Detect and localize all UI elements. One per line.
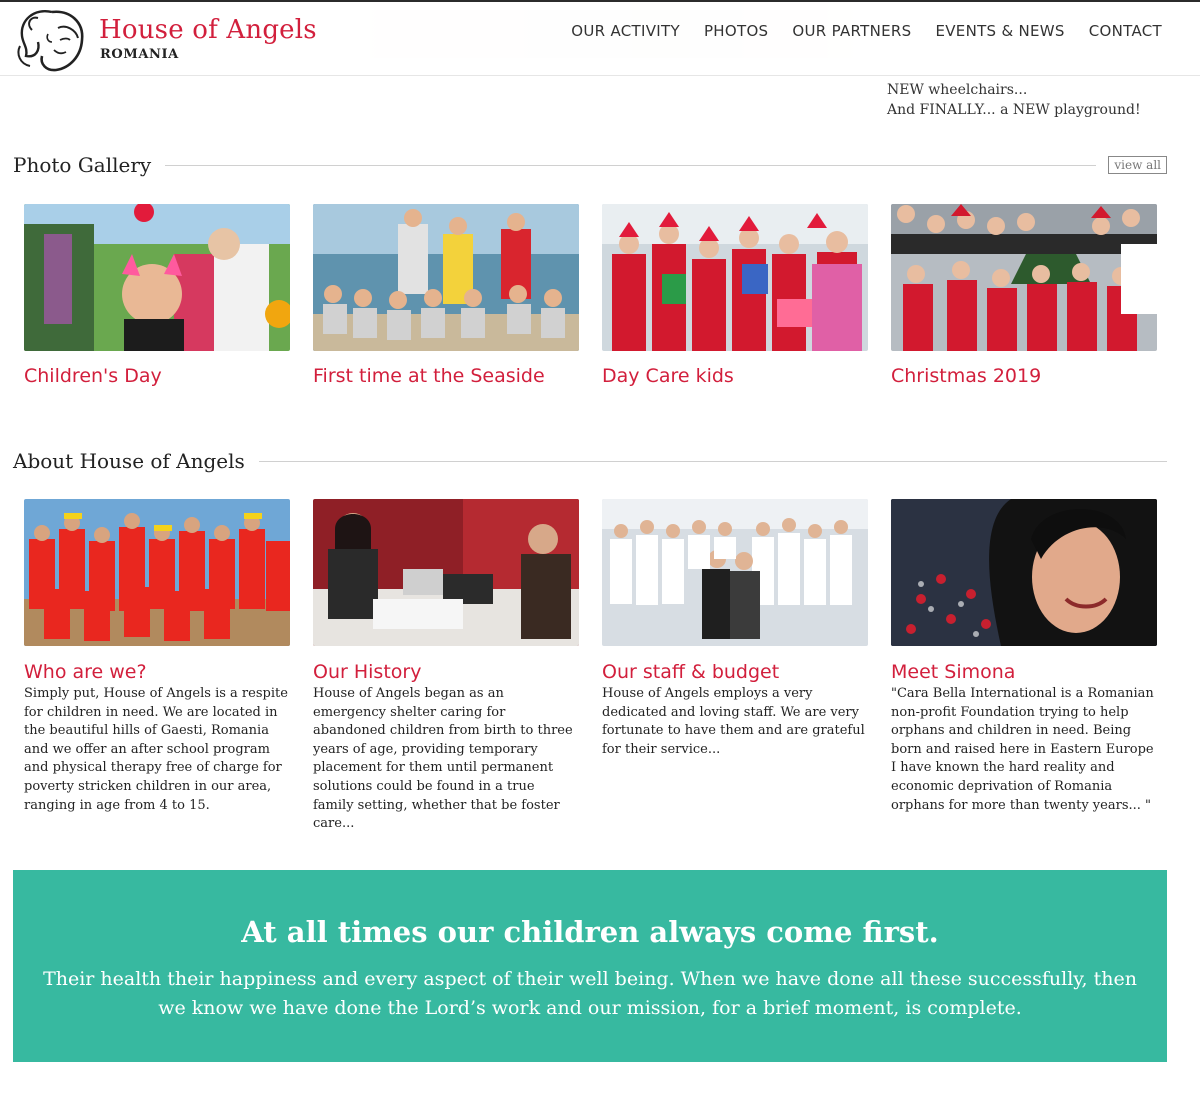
main-nav: [571, 22, 1162, 40]
about-photo-our-history[interactable]: [313, 499, 579, 646]
about-photo-our-staff[interactable]: [602, 499, 868, 646]
gallery-card: [891, 204, 1157, 387]
nav-contact[interactable]: CONTACT: [1088, 22, 1162, 40]
about-title[interactable]: Our History: [313, 661, 422, 683]
about-text: House of Angels employs a very dedicated and loving staff. We are very fortunate to have them and are grateful for their service...: [602, 686, 865, 757]
gallery-card: [24, 204, 290, 387]
divider: [165, 165, 1096, 166]
about-card: [602, 499, 868, 834]
mission-banner: [13, 870, 1167, 1062]
about-card: [24, 499, 290, 834]
about-grid: [24, 499, 1157, 834]
site-title[interactable]: House of Angels: [99, 15, 317, 45]
gallery-title[interactable]: Children's Day: [24, 365, 162, 387]
banner-body: Their health their happiness and every aspect of their well being. When we have done all these successfully, then we know we have done the Lord’s work and our mission, for a brief moment, is complete.: [43, 968, 1137, 1019]
about-title[interactable]: Meet Simona: [891, 661, 1016, 683]
about-heading: About House of Angels: [13, 449, 245, 473]
gallery-card: [602, 204, 868, 387]
gallery-title[interactable]: Christmas 2019: [891, 365, 1042, 387]
view-all-button[interactable]: view all: [1108, 156, 1167, 174]
gallery-heading: Photo Gallery: [13, 153, 152, 177]
site-subtitle: ROMANIA: [100, 47, 179, 62]
about-title[interactable]: Our staff & budget: [602, 661, 780, 683]
about-photo-who-are-we[interactable]: [24, 499, 290, 646]
nav-photos[interactable]: PHOTOS: [703, 22, 769, 40]
nav-our-activity[interactable]: OUR ACTIVITY: [571, 22, 680, 40]
nav-events-news[interactable]: EVENTS & NEWS: [935, 22, 1065, 40]
banner-headline: At all times our children always come first.: [241, 915, 939, 949]
about-title[interactable]: Who are we?: [24, 661, 147, 683]
about-card: [313, 499, 579, 834]
news-line: And FINALLY... a NEW playground!: [887, 102, 1141, 118]
gallery-card: [313, 204, 579, 387]
gallery-header: [13, 153, 1167, 177]
gallery-grid: [24, 204, 1157, 387]
about-card: [891, 499, 1157, 834]
gallery-title[interactable]: First time at the Seaside: [313, 365, 545, 387]
site-header: [0, 2, 1200, 76]
about-text: "Cara Bella International is a Romanian non-profit Foundation trying to help orphans and children in need. Being born and raised here in Eastern Europe I have known the hard reality and economic deprivation of Romania orphans for more than twenty years... ": [891, 686, 1154, 813]
gallery-photo-childrens-day[interactable]: [24, 204, 290, 351]
about-header: [13, 449, 1167, 473]
nav-our-partners[interactable]: OUR PARTNERS: [792, 22, 912, 40]
divider: [259, 461, 1167, 462]
about-text: Simply put, House of Angels is a respite for children in need. We are located in the beautiful hills of Gaesti, Romania and we offer an after school program and physical therapy free of charge for poverty stricken children in our area, ranging in age from 4 to 15.: [24, 686, 288, 813]
news-line: NEW wheelchairs...: [887, 82, 1028, 98]
gallery-title[interactable]: Day Care kids: [602, 365, 734, 387]
gallery-photo-seaside[interactable]: [313, 204, 579, 351]
angel-logo-icon[interactable]: [12, 6, 92, 74]
gallery-photo-christmas[interactable]: [891, 204, 1157, 351]
gallery-photo-day-care[interactable]: [602, 204, 868, 351]
about-photo-meet-simona[interactable]: [891, 499, 1157, 646]
about-text: House of Angels began as an emergency shelter caring for abandoned children from birth to three years of age, providing temporary placement for them until permanent solutions could be found in a true family setting, whether that be foster care...: [313, 686, 573, 832]
